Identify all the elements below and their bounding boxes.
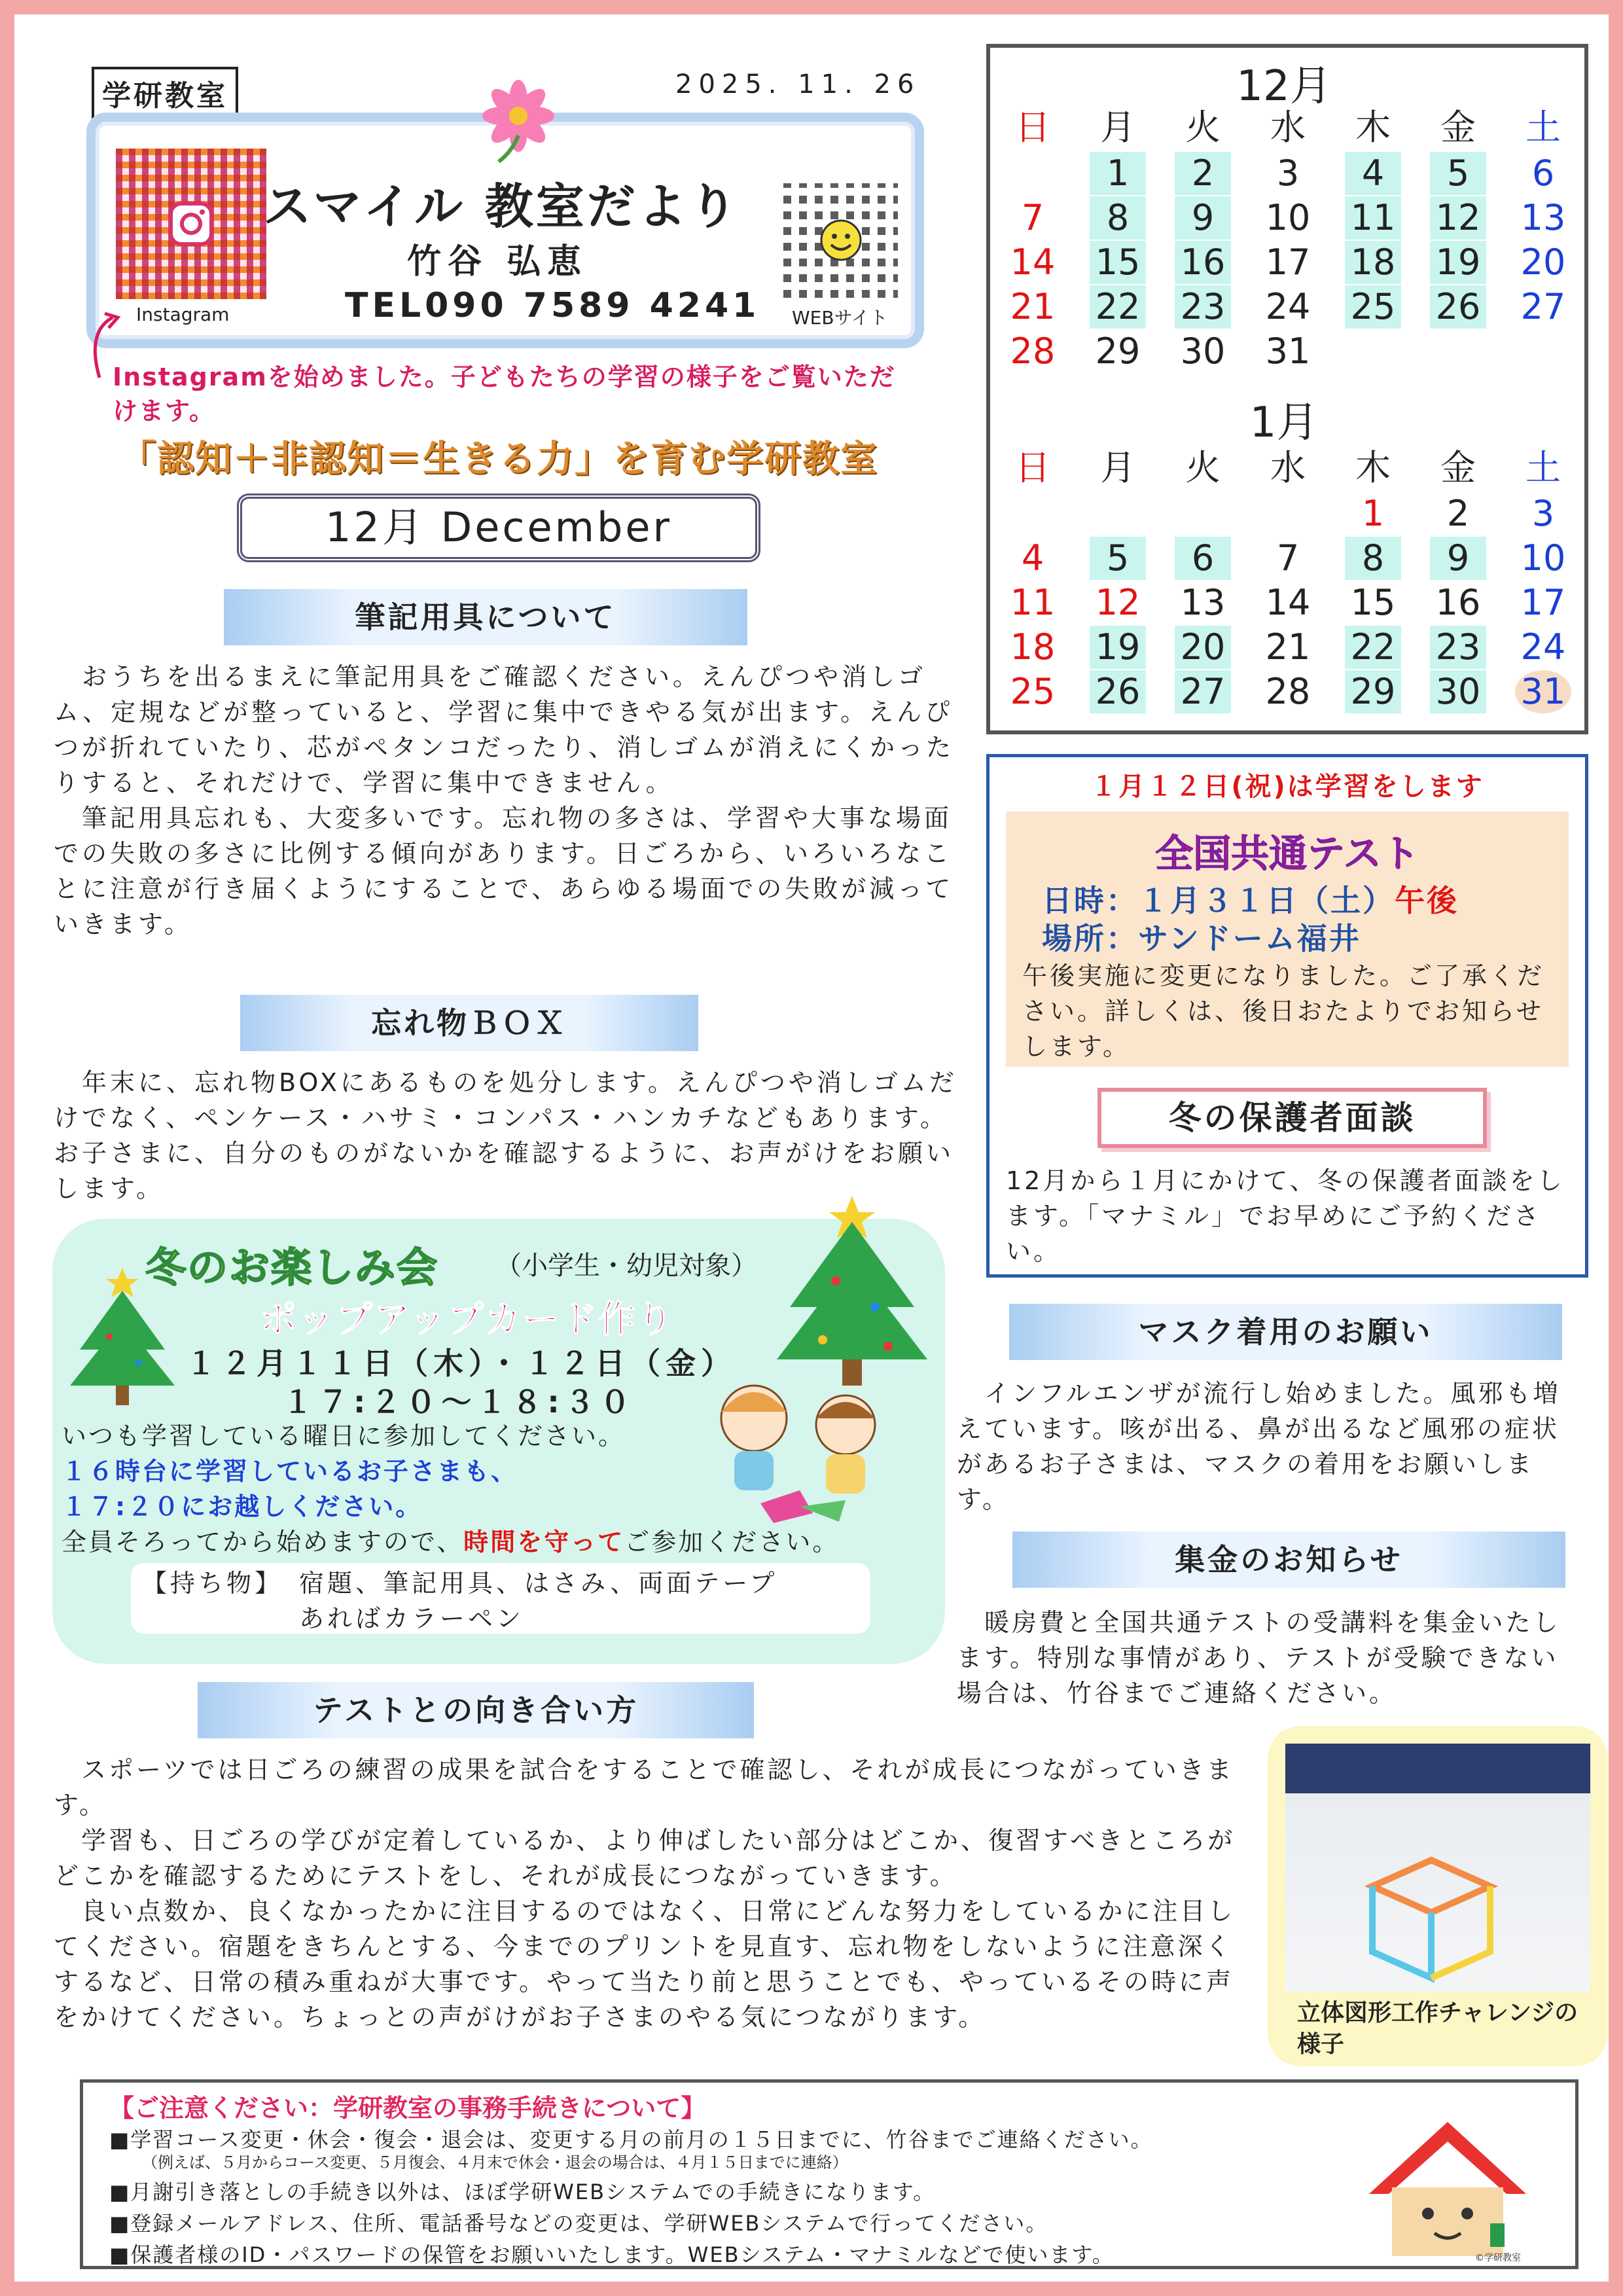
- party-line-part: 全員そろってから始めますので、: [62, 1528, 464, 1556]
- weekday-header: 木: [1355, 107, 1391, 148]
- party-date: １２月１１日（木）・１２日（金）: [186, 1346, 736, 1381]
- jan-day: [1175, 492, 1231, 535]
- dec-day: 28: [1010, 331, 1056, 372]
- dec-day: 21: [1010, 286, 1056, 327]
- slogan: 「認知＋非認知＝生きる力」を育む学研教室: [119, 438, 878, 480]
- stationery-heading: 筆記用具について: [224, 589, 747, 645]
- weekday-header: 金: [1440, 447, 1476, 488]
- notice-item: ■保護者様のID・パスワードの保管をお願いいたします。WEBシステム・マナミルなどで使います。: [109, 2242, 1115, 2267]
- jan-day: 15: [1350, 582, 1396, 623]
- smile-icon: [819, 219, 863, 262]
- house-mascot-icon: [1363, 2115, 1533, 2259]
- mask-text: インフルエンザが流行し始めました。風邪も増えています。咳が出る、鼻が出るなど風邪の症状があるお子さまは、マスクの着用をお願いします。: [957, 1379, 1561, 1514]
- jan-day: 13: [1180, 582, 1226, 623]
- dec-day: 9: [1175, 196, 1231, 240]
- dec-day: 31: [1265, 331, 1311, 372]
- party-title: 冬のお楽しみ会: [145, 1244, 439, 1291]
- weekday-header: 水: [1270, 107, 1306, 148]
- jan-day: 23: [1430, 626, 1486, 669]
- issue-date: 2025. 11. 26: [675, 69, 921, 99]
- weekday-header: 木: [1355, 447, 1391, 488]
- christmas-tree-icon: [764, 1183, 940, 1392]
- notice-item: ■学習コース変更・休会・復会・退会は、変更する月の前月の１５日までに、竹谷までご連絡ください。: [109, 2127, 1153, 2152]
- jan-day: 17: [1520, 582, 1566, 623]
- dec-day: 29: [1095, 331, 1141, 372]
- items-label: 【持ち物】: [142, 1569, 283, 1598]
- dec-day: 22: [1090, 285, 1146, 329]
- dec-day: 11: [1345, 196, 1401, 240]
- month-banner: 12月 December: [237, 493, 760, 562]
- test-date-label: 日時：１月３１日（土）: [1042, 883, 1395, 918]
- weekday-header: 月: [1100, 107, 1135, 148]
- jan-day: 5: [1090, 537, 1146, 580]
- dec-day: [1345, 330, 1401, 373]
- fee-text: 暖房費と全国共通テストの受講料を集金いたします。特別な事情があり、テストが受験できない場合は、竹谷までご連絡ください。: [957, 1608, 1561, 1708]
- web-label: WEBサイト: [792, 307, 888, 329]
- jan-day: [1260, 492, 1316, 535]
- dec-day: 17: [1265, 242, 1311, 283]
- jan-12-notice: １月１２日(祝)は学習をします: [1090, 772, 1484, 802]
- jan-day: 26: [1090, 670, 1146, 713]
- dec-day: 12: [1430, 196, 1486, 240]
- jan-day: 22: [1345, 626, 1401, 669]
- dec-day: 14: [1010, 242, 1056, 283]
- notice-example: （例えば、５月からコース変更、５月復会、４月末で休会・退会の場合は、４月１５日までに連絡）: [142, 2153, 848, 2172]
- dec-day: [1430, 330, 1486, 373]
- notice-item: ■月謝引き落としの手続き以外は、ほぼ学研WEBシステムでの手続きになります。: [109, 2179, 936, 2204]
- jan-day: 12: [1095, 582, 1141, 623]
- jan-day: 6: [1175, 537, 1231, 580]
- jan-day: 3: [1531, 493, 1555, 534]
- jan-day: 30: [1430, 670, 1486, 713]
- jan-day: 29: [1345, 670, 1401, 713]
- dec-day: 26: [1430, 285, 1486, 329]
- national-test-title: 全国共通テスト: [1155, 831, 1419, 876]
- jan-day: 31: [1515, 670, 1571, 713]
- test-date: [1042, 877, 1459, 920]
- instagram-label: Instagram: [136, 304, 230, 325]
- weekday-header: 水: [1270, 447, 1306, 488]
- party-line-part: ご参加ください。: [624, 1528, 840, 1556]
- weekday-header: 日: [1015, 447, 1050, 488]
- dec-day: 3: [1276, 152, 1300, 194]
- test-paragraph: 学習も、日ごろの学びが定着しているか、より伸ばしたい部分はどこか、復習すべきところがどこかを確認するためにテストをし、それが成長につながっていきます。: [54, 1826, 1236, 1890]
- stationery-paragraph: 筆記用具忘れも、大変多いです。忘れ物の多さは、学習や大事な場面での失敗の多さに比例する傾向があります。日ごろから、いろいろなことに注意が行き届くようにすることで、あらゆる場面での失敗が減っていきます。: [54, 804, 954, 939]
- weekday-header: 金: [1440, 107, 1476, 148]
- party-line-highlight: １７:２０にお越しください。: [62, 1492, 423, 1521]
- dec-day: [1515, 330, 1571, 373]
- test-paragraph: スポーツでは日ごろの練習の成果を試合をすることで確認し、それが成長につながっていきます。: [54, 1755, 1234, 1820]
- instagram-icon: [168, 201, 214, 247]
- test-paragraph: 良い点数か、良くなかったかに注目するのではなく、日常にどんな努力をしているかに注目してください。宿題をきちんとする、今までのプリントを見直す、忘れ物をしないように注意深くするなど、日常の積み重ねが大事です。やって当たり前と思うことでも、やっているその時に声をかけてください。ちょっとの声がけがお子さまのやる気につながります。: [54, 1897, 1236, 2032]
- jan-day: 16: [1435, 582, 1481, 623]
- dec-day: 30: [1180, 331, 1226, 372]
- test-note: 午後実施に変更になりました。ご了承ください。詳しくは、後日おたよりでお知らせします。: [1022, 961, 1545, 1061]
- instagram-note: Instagramを始めました。子どもたちの学習の様子をご覧いただけます。: [113, 363, 896, 425]
- jan-day: 14: [1265, 582, 1311, 623]
- dec-day: 23: [1175, 285, 1231, 329]
- jan-day: 7: [1276, 537, 1300, 579]
- jan-day: 19: [1090, 626, 1146, 669]
- dec-day: 1: [1090, 152, 1146, 195]
- test-place: 場所：サンドーム福井: [1042, 921, 1361, 956]
- party-target: （小学生・幼児対象）: [495, 1251, 757, 1281]
- dec-day: 24: [1265, 286, 1311, 327]
- weekday-header: 火: [1185, 447, 1221, 488]
- phone-number: TEL090 7589 4241: [345, 286, 760, 325]
- dec-day: 18: [1345, 241, 1401, 284]
- photo-caption: 立体図形工作チャレンジの様子: [1297, 2000, 1578, 2058]
- admin-notice-title: 【ご注意ください：学研教室の事務手続きについて】: [109, 2094, 706, 2123]
- jan-day: 20: [1175, 626, 1231, 669]
- straw-polyhedron-illustration: [1346, 1834, 1529, 1984]
- items-list-1: 宿題、筆記用具、はさみ、両面テープ: [299, 1569, 778, 1598]
- party-details: [62, 1418, 952, 1560]
- weekday-header: 土: [1525, 447, 1561, 488]
- jan-day: 8: [1345, 537, 1401, 580]
- jan-day: 28: [1265, 671, 1311, 712]
- party-line-highlight: １６時台に学習しているお子さまも、: [62, 1457, 518, 1486]
- jan-day: 27: [1175, 670, 1231, 713]
- jan-day: 21: [1265, 626, 1311, 668]
- dec-day: 4: [1345, 152, 1401, 195]
- lost-box-heading: 忘れ物ＢＯＸ: [240, 995, 698, 1051]
- mask-heading: マスク着用のお願い: [1009, 1304, 1562, 1360]
- dec-day: [1005, 152, 1061, 195]
- party-line: いつも学習している曜日に参加してください。: [62, 1422, 626, 1450]
- dec-day: 8: [1090, 196, 1146, 240]
- flower-icon: [473, 77, 564, 168]
- dec-day: 16: [1175, 241, 1231, 284]
- dec-day: 25: [1345, 285, 1401, 329]
- parent-meeting-title: 冬の保護者面談: [1097, 1088, 1487, 1148]
- jan-day: [1005, 492, 1061, 535]
- dec-title: 12月: [1236, 62, 1332, 111]
- parent-meeting-text: 12月から１月にかけて、冬の保護者面談をします。「マナミル」でお早めにご予約ください。: [1006, 1166, 1565, 1266]
- lost-box-text: 年末に、忘れ物BOXにあるものを処分します。えんぴつや消しゴムだけでなく、ペンケース・ハサミ・コンパス・ハンカチなどもあります。お子さまに、自分のものがないかを確認するように、お声がけをお願いします。: [54, 1068, 957, 1203]
- dec-day: 6: [1531, 152, 1555, 194]
- dec-day: 27: [1520, 286, 1566, 327]
- stationery-paragraph: おうちを出るまえに筆記用具をご確認ください。えんぴつや消しゴム、定規などが整っていると、学習に集中できやる気が出ます。えんぴつが折れていたり、芯がペタンコだったり、消しゴムが消えにくかったりすると、それだけで、学習に集中できません。: [54, 662, 955, 797]
- dec-day: 15: [1090, 241, 1146, 284]
- jan-day: 2: [1446, 493, 1470, 534]
- jan-day: 4: [1021, 537, 1044, 579]
- jan-day: 9: [1430, 537, 1486, 580]
- items-list-2: あればカラーペン: [299, 1604, 525, 1633]
- weekday-header: 月: [1100, 447, 1135, 488]
- party-line: [62, 1524, 952, 1560]
- school-tag: 学研教室: [92, 67, 238, 119]
- jan-day: [1090, 492, 1146, 535]
- dec-day: 7: [1021, 197, 1044, 238]
- fee-heading: 集金のお知らせ: [1012, 1532, 1565, 1588]
- party-time: １７:２０～１８:３０: [283, 1384, 635, 1420]
- copyright: ©学研教室: [1475, 2253, 1521, 2263]
- jan-day: 10: [1520, 537, 1566, 579]
- party-subtitle: ポップアップカード作り: [260, 1299, 675, 1341]
- jan-title: 1月: [1249, 399, 1319, 447]
- teacher-name: 竹谷 弘恵: [407, 242, 588, 281]
- test-date-pm: 午後: [1395, 883, 1459, 918]
- dec-day: 20: [1520, 242, 1566, 283]
- jan-day: 24: [1520, 626, 1566, 668]
- test-body: [54, 1752, 1241, 2035]
- weekday-header: 火: [1185, 107, 1221, 148]
- stationery-body: [54, 659, 963, 942]
- jan-day: 18: [1010, 626, 1056, 668]
- jan-day: 1: [1361, 493, 1385, 534]
- dec-day: 10: [1265, 197, 1311, 238]
- dec-day: 2: [1175, 152, 1231, 195]
- dec-day: 19: [1430, 241, 1486, 284]
- newsletter-title: スマイル 教室だより: [263, 179, 740, 235]
- notice-item: ■登録メールアドレス、住所、電話番号などの変更は、学研WEBシステムで行ってください。: [109, 2211, 1048, 2236]
- dec-day: 13: [1520, 197, 1566, 238]
- test-heading: テストとの向き合い方: [198, 1682, 754, 1738]
- dec-day: 5: [1430, 152, 1486, 195]
- weekday-header: 土: [1525, 107, 1561, 148]
- jan-day: 25: [1010, 671, 1056, 712]
- jan-day: 11: [1010, 582, 1056, 623]
- weekday-header: 日: [1015, 107, 1050, 148]
- keep-time-emphasis: 時間を守って: [463, 1528, 625, 1556]
